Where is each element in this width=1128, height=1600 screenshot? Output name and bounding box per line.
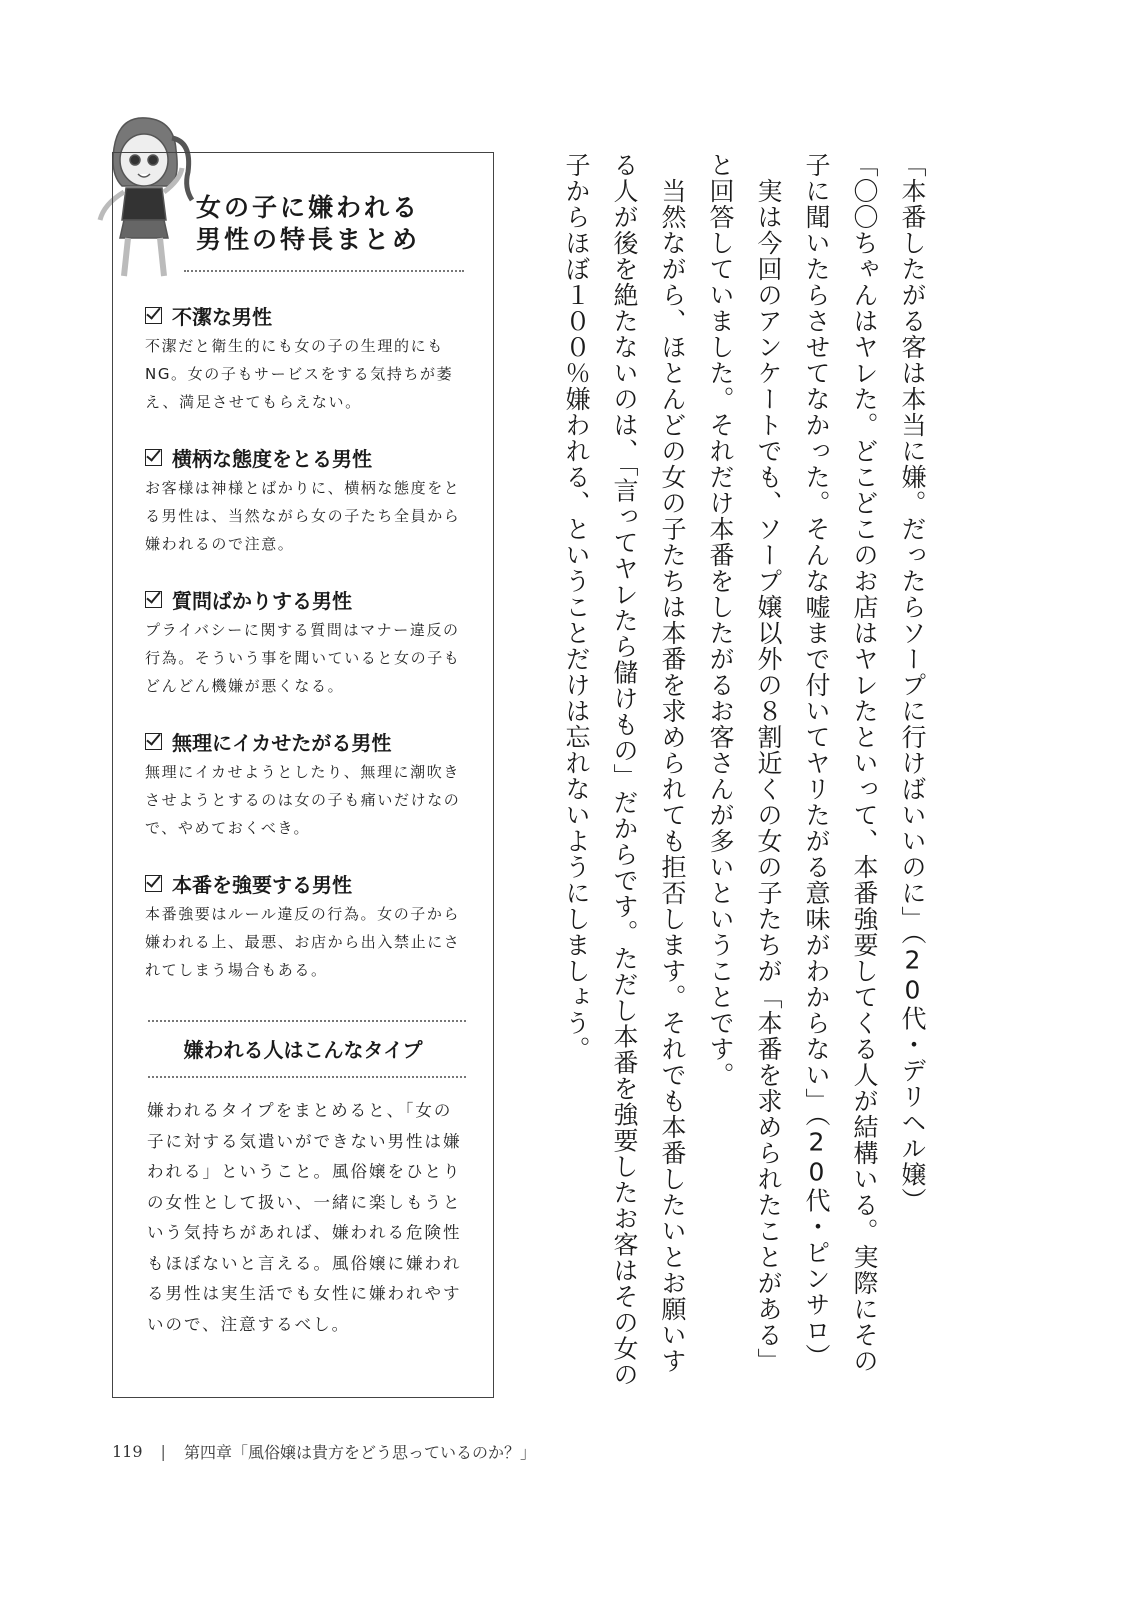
sidebar-item [145, 300, 475, 416]
sidebar-item [145, 868, 475, 984]
item-heading: 無理にイカせたがる男性 [172, 730, 392, 755]
sidebar-title-line1: 女の子に嫌われる [196, 193, 421, 222]
item-body: プライバシーに関する質問はマナー違反の行為。そういう事を聞いていると女の子もどんどん機嫌が悪くなる。 [145, 621, 461, 695]
item-body: 本番強要はルール違反の行為。女の子から嫌われる上、最悪、お店から出入禁止にされてしまう場合もある。 [145, 905, 461, 979]
item-heading: 質問ばかりする男性 [172, 588, 352, 613]
checkbox-icon [145, 307, 162, 324]
checkbox-icon [145, 591, 162, 608]
title-divider [184, 270, 464, 272]
main-paragraph: 「本番したがる客は本当に嫌。だったらソープに行けばいいのに」（20代・デリヘル嬢） [898, 152, 927, 1214]
main-text [560, 152, 936, 1392]
summary-title: 嫌われる人はこんなタイプ [183, 1038, 423, 1062]
footer-separator: | [160, 1442, 166, 1461]
summary-divider-top [148, 1020, 466, 1022]
item-body: お客様は神様とばかりに、横柄な態度をとる男性は、当然ながら女の子たち全員から嫌われるので注意。 [145, 479, 461, 553]
chapter-title: 第四章「風俗嬢は貴方をどう思っているのか？」 [183, 1443, 536, 1462]
item-heading-row [145, 868, 475, 898]
sidebar-title [196, 192, 476, 256]
main-paragraph: 実は今回のアンケートでも、ソープ嬢以外の８割近くの女の子たちが「本番を求められたことがある」と回答していました。それだけ本番をしたがるお客さんが多いということです。 [706, 152, 783, 1374]
item-body: 無理にイカせようとしたり、無理に潮吹きさせようとするのは女の子も痛いだけなので、やめておくべき。 [145, 763, 461, 837]
checkbox-icon [145, 449, 162, 466]
item-heading-row [145, 442, 475, 472]
item-heading: 横柄な態度をとる男性 [172, 446, 372, 471]
item-heading: 不潔な男性 [172, 304, 272, 329]
summary-body: 嫌われるタイプをまとめると、「女の子に対する気遣いができない男性は嫌われる」ということ。風俗嬢をひとりの女性として扱い、一緒に楽しもうという気持ちがあれば、嫌われる危険性もほぼないと言える。風俗嬢に嫌われる男性は実生活でも女性に嫌われやすいので、注意するべし。 [147, 1101, 462, 1334]
sidebar-item [145, 442, 475, 558]
main-paragraph: 当然ながら、ほとんどの女の子たちは本番を求められても拒否します。それでも本番したいとお願いする人が後を絶たないのは、「言ってヤレたら儲けもの」だからです。ただし本番を強要したお客はその女の子からほぼ１００％嫌われる、ということだけは忘れないようにしましょう。 [562, 152, 687, 1388]
sidebar-title-line2: 男性の特長まとめ [196, 225, 421, 254]
item-body: 不潔だと衛生的にも女の子の生理的にも NG。女の子もサービスをする気持ちが萎え、満足させてもらえない。 [145, 337, 454, 411]
item-heading-row [145, 584, 475, 614]
summary-divider-bottom [148, 1076, 466, 1078]
page-number: 119 [112, 1442, 143, 1461]
sidebar-item [145, 584, 475, 700]
checkbox-icon [145, 875, 162, 892]
main-paragraph: 「〇〇ちゃんはヤレた。どこどこのお店はヤレたといって、本番強要してくる人が結構いる。実際にその子に聞いたらさせてなかった。そんな嘘まで付いてヤリたがる意味がわからない」（20代・ピンサロ） [802, 152, 879, 1374]
checkbox-icon [145, 733, 162, 750]
page-footer [112, 1440, 536, 1463]
sidebar-item [145, 726, 475, 842]
item-heading-row [145, 300, 475, 330]
item-heading-row [145, 726, 475, 756]
item-heading: 本番を強要する男性 [172, 872, 352, 897]
